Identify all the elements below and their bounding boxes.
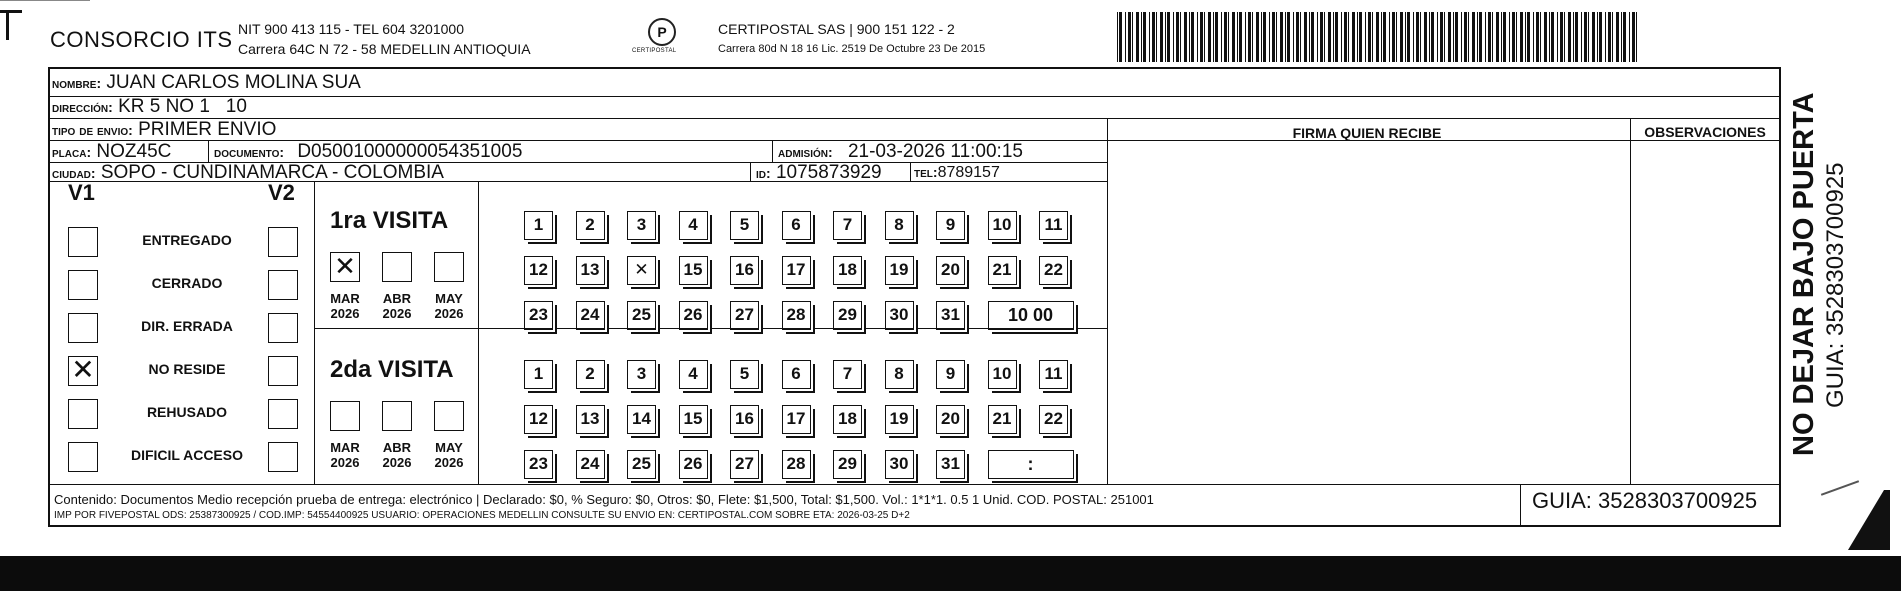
day-checkbox[interactable]: 28 bbox=[782, 450, 811, 479]
day-checkbox[interactable]: 12 bbox=[524, 405, 553, 434]
day-checkbox[interactable]: 30 bbox=[885, 301, 914, 330]
tel-label: tel: bbox=[914, 164, 938, 180]
corner-mark bbox=[0, 10, 22, 13]
address-label: dirección: bbox=[52, 99, 113, 115]
carrier-name: CERTIPOSTAL SAS | 900 151 122 - 2 bbox=[718, 21, 955, 37]
day-checkbox[interactable]: 20 bbox=[936, 405, 965, 434]
day-checkbox[interactable]: 3 bbox=[627, 360, 656, 389]
day-checkbox[interactable]: 21 bbox=[988, 405, 1017, 434]
day-checkbox[interactable]: 19 bbox=[885, 405, 914, 434]
day-checkbox[interactable]: 16 bbox=[730, 405, 759, 434]
day-checkbox[interactable]: 19 bbox=[885, 256, 914, 285]
visit-time-field[interactable]: 10 00 bbox=[988, 301, 1074, 330]
visit-time-field[interactable]: : bbox=[988, 450, 1074, 479]
month-checkbox[interactable] bbox=[434, 401, 464, 431]
id-number: 1075873929 bbox=[775, 162, 882, 183]
day-checkbox[interactable]: 21 bbox=[988, 256, 1017, 285]
month-year: 2026 bbox=[382, 306, 412, 321]
month-label: ABR bbox=[382, 440, 412, 455]
side-guia: GUIA: 3528303700925 bbox=[1822, 162, 1849, 408]
admission-label: admisión: bbox=[778, 144, 833, 160]
document-label: documento: bbox=[214, 144, 285, 160]
day-checkbox[interactable]: 1 bbox=[524, 211, 553, 240]
month-year: 2026 bbox=[382, 455, 412, 470]
sender-nit: NIT 900 413 115 - TEL 604 3201000 bbox=[238, 21, 464, 37]
recipient-address: KR 5 NO 1 10 bbox=[118, 96, 247, 117]
carrier-address: Carrera 80d N 18 16 Lic. 2519 De Octubre 23 De 2015 bbox=[718, 43, 986, 55]
day-checkbox[interactable]: 9 bbox=[936, 360, 965, 389]
name-label: nombre: bbox=[52, 75, 102, 91]
recipient-name: JUAN CARLOS MOLINA SUA bbox=[106, 72, 361, 93]
day-checkbox[interactable]: 10 bbox=[988, 360, 1017, 389]
city-label: ciudad: bbox=[52, 165, 96, 181]
v1-checkbox[interactable]: ✕ bbox=[68, 356, 98, 386]
reason-label: DIFICIL ACCESO bbox=[130, 447, 243, 463]
day-checkbox[interactable]: 11 bbox=[1039, 211, 1068, 240]
day-checkbox[interactable]: 6 bbox=[782, 360, 811, 389]
day-checkbox[interactable]: 29 bbox=[833, 450, 862, 479]
v2-header: V2 bbox=[268, 180, 295, 205]
day-checkbox[interactable]: 24 bbox=[576, 450, 605, 479]
day-checkbox[interactable]: 3 bbox=[627, 211, 656, 240]
signature-column-header: FIRMA QUIEN RECIBE bbox=[1292, 125, 1442, 141]
address-row bbox=[52, 96, 247, 118]
month-year: 2026 bbox=[434, 455, 464, 470]
admission-date: 21-03-2026 11:00:15 bbox=[847, 141, 1023, 162]
day-checkbox[interactable]: 2 bbox=[576, 360, 605, 389]
day-checkbox[interactable]: 27 bbox=[730, 450, 759, 479]
admission-row bbox=[778, 141, 1023, 163]
visit-title: 1ra VISITA bbox=[330, 207, 449, 234]
side-warning: NO DEJAR BAJO PUERTA bbox=[1788, 92, 1820, 456]
certipostal-logo-caption: CERTIPOSTAL bbox=[632, 48, 677, 54]
month-checkbox[interactable] bbox=[382, 252, 412, 282]
month-label: MAR bbox=[330, 440, 360, 455]
reason-label: DIR. ERRADA bbox=[141, 318, 233, 334]
id-row bbox=[756, 162, 882, 184]
v1-checkbox[interactable] bbox=[68, 313, 98, 343]
day-checkbox[interactable]: 30 bbox=[885, 450, 914, 479]
visit-title: 2da VISITA bbox=[330, 356, 454, 383]
scan-bottom-edge bbox=[0, 556, 1901, 591]
day-checkbox[interactable]: 22 bbox=[1039, 256, 1068, 285]
day-checkbox[interactable]: 17 bbox=[782, 256, 811, 285]
sender-brand: CONSORCIO ITS bbox=[50, 27, 233, 52]
day-checkbox[interactable]: 15 bbox=[679, 405, 708, 434]
reason-label: ENTREGADO bbox=[142, 232, 232, 248]
day-checkbox[interactable]: 1 bbox=[524, 360, 553, 389]
month-label: ABR bbox=[382, 291, 412, 306]
barcode bbox=[1117, 12, 1643, 62]
footer-print-line: IMP POR FIVEPOSTAL ODS: 25387300925 / COD.IMP: 54554400925 USUARIO: OPERACIONES MEDELLIN CONSULTE SU ENVIO EN: CERTIPOSTAL.COM SOBRE ETA: 2026-03-25 D+2 bbox=[54, 510, 910, 521]
day-checkbox[interactable]: 17 bbox=[782, 405, 811, 434]
sender-address: Carrera 64C N 72 - 58 MEDELLIN ANTIOQUIA bbox=[238, 41, 531, 57]
day-checkbox[interactable]: 23 bbox=[524, 450, 553, 479]
day-checkbox[interactable]: 11 bbox=[1039, 360, 1068, 389]
month-label: MAY bbox=[435, 440, 463, 455]
month-checkbox[interactable] bbox=[434, 252, 464, 282]
day-checkbox[interactable]: 31 bbox=[936, 450, 965, 479]
month-year: 2026 bbox=[330, 455, 360, 470]
day-checkbox[interactable]: 29 bbox=[833, 301, 862, 330]
month-checkbox[interactable] bbox=[330, 401, 360, 431]
day-checkbox[interactable]: 25 bbox=[627, 301, 656, 330]
day-checkbox[interactable]: 13 bbox=[576, 405, 605, 434]
month-checkbox[interactable]: ✕ bbox=[330, 252, 360, 282]
v2-checkbox[interactable] bbox=[268, 270, 298, 300]
v1-header: V1 bbox=[68, 180, 95, 205]
day-checkbox[interactable]: ✕ bbox=[627, 256, 656, 285]
plate: NOZ45C bbox=[96, 141, 172, 162]
v2-checkbox[interactable] bbox=[268, 442, 298, 472]
reason-label: NO RESIDE bbox=[148, 361, 226, 377]
day-checkbox[interactable]: 24 bbox=[576, 301, 605, 330]
document-number: D05001000000054351005 bbox=[297, 141, 523, 162]
day-checkbox[interactable]: 9 bbox=[936, 211, 965, 240]
tel-row bbox=[914, 164, 1000, 182]
v2-checkbox[interactable] bbox=[268, 399, 298, 429]
month-label: MAY bbox=[435, 291, 463, 306]
day-checkbox[interactable]: 13 bbox=[576, 256, 605, 285]
reason-label: REHUSADO bbox=[146, 404, 228, 420]
document-row bbox=[214, 141, 522, 163]
v1-checkbox[interactable] bbox=[68, 227, 98, 257]
name-row bbox=[52, 72, 361, 94]
month-checkbox[interactable] bbox=[382, 401, 412, 431]
city: SOPO - CUNDINAMARCA - COLOMBIA bbox=[100, 162, 444, 183]
day-checkbox[interactable]: 26 bbox=[679, 301, 708, 330]
day-checkbox[interactable]: 4 bbox=[679, 211, 708, 240]
v1-checkbox[interactable] bbox=[68, 270, 98, 300]
shipment-type: PRIMER ENVIO bbox=[138, 119, 277, 140]
day-checkbox[interactable]: 6 bbox=[782, 211, 811, 240]
day-checkbox[interactable]: 10 bbox=[988, 211, 1017, 240]
month-year: 2026 bbox=[434, 306, 464, 321]
shipment-type-label: tipo de envio: bbox=[52, 122, 133, 138]
reason-label: CERRADO bbox=[151, 275, 223, 291]
tel-number: 8789157 bbox=[937, 164, 1000, 181]
day-checkbox[interactable]: 4 bbox=[679, 360, 708, 389]
id-label: id: bbox=[756, 165, 771, 181]
day-checkbox[interactable]: 25 bbox=[627, 450, 656, 479]
day-checkbox[interactable]: 5 bbox=[730, 360, 759, 389]
day-checkbox[interactable]: 5 bbox=[730, 211, 759, 240]
v2-checkbox[interactable] bbox=[268, 313, 298, 343]
observations-column-header: OBSERVACIONES bbox=[1644, 124, 1766, 140]
v1-checkbox[interactable] bbox=[68, 399, 98, 429]
v1-checkbox[interactable] bbox=[68, 442, 98, 472]
day-checkbox[interactable]: 23 bbox=[524, 301, 553, 330]
day-checkbox[interactable]: 8 bbox=[885, 360, 914, 389]
scan-edge-mark bbox=[1844, 490, 1890, 550]
day-checkbox[interactable]: 26 bbox=[679, 450, 708, 479]
v2-checkbox[interactable] bbox=[268, 227, 298, 257]
corner-mark bbox=[6, 10, 9, 40]
plate-label: placa: bbox=[52, 144, 92, 160]
day-checkbox[interactable]: 14 bbox=[627, 405, 656, 434]
city-row bbox=[52, 162, 444, 184]
day-checkbox[interactable]: 22 bbox=[1039, 405, 1068, 434]
v2-checkbox[interactable] bbox=[268, 356, 298, 386]
day-checkbox[interactable]: 28 bbox=[782, 301, 811, 330]
day-checkbox[interactable]: 12 bbox=[524, 256, 553, 285]
month-year: 2026 bbox=[330, 306, 360, 321]
day-checkbox[interactable]: 31 bbox=[936, 301, 965, 330]
day-checkbox[interactable]: 7 bbox=[833, 360, 862, 389]
day-checkbox[interactable]: 16 bbox=[730, 256, 759, 285]
day-checkbox[interactable]: 20 bbox=[936, 256, 965, 285]
guia-number: GUIA: 3528303700925 bbox=[1532, 488, 1758, 513]
day-checkbox[interactable]: 7 bbox=[833, 211, 862, 240]
day-checkbox[interactable]: 8 bbox=[885, 211, 914, 240]
cut-line bbox=[0, 0, 90, 1]
certipostal-logo-icon: P bbox=[648, 18, 676, 46]
day-checkbox[interactable]: 18 bbox=[833, 256, 862, 285]
plate-row bbox=[52, 141, 171, 163]
day-checkbox[interactable]: 27 bbox=[730, 301, 759, 330]
month-label: MAR bbox=[330, 291, 360, 306]
day-checkbox[interactable]: 15 bbox=[679, 256, 708, 285]
day-checkbox[interactable]: 18 bbox=[833, 405, 862, 434]
day-checkbox[interactable]: 2 bbox=[576, 211, 605, 240]
footer-content-line: Contenido: Documentos Medio recepción prueba de entrega: electrónico | Declarado: $0, % Seguro: $0, Otros: $0, Flete: $1,500, Total: $1,500. Vol.: 1*1*1. 0.5 1 Unid. COD. POSTAL: 251001 bbox=[54, 492, 1154, 507]
shipment-type-row bbox=[52, 119, 276, 141]
